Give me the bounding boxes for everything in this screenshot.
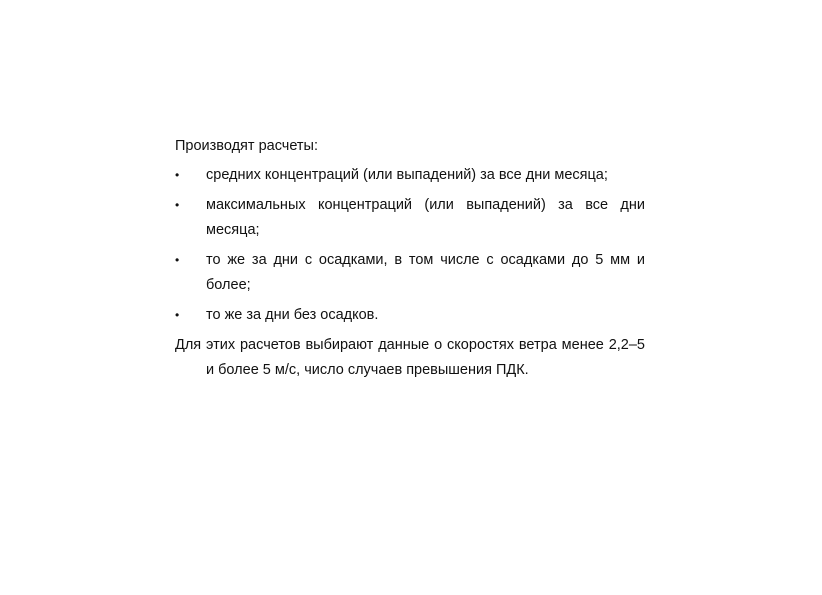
bullet-marker-icon: • bbox=[175, 253, 180, 267]
document-body bbox=[175, 134, 645, 383]
list-item bbox=[175, 193, 645, 243]
closing-text: Для этих расчетов выбирают данные о скоростях ветра менее 2,2–5 и более 5 м/с, число случаев превышения ПДК. bbox=[175, 337, 645, 378]
bullet-marker-icon: • bbox=[175, 198, 180, 212]
bullet-marker-icon: • bbox=[175, 168, 180, 182]
bullet-list bbox=[175, 163, 645, 328]
list-item bbox=[175, 248, 645, 298]
intro-text: Производят расчеты: bbox=[175, 138, 319, 154]
list-item-text: средних концентраций (или выпадений) за все дни месяца; bbox=[206, 167, 608, 183]
list-item-text: то же за дни с осадками, в том числе с осадками до 5 мм и более; bbox=[206, 252, 645, 293]
bullet-marker-icon: • bbox=[175, 308, 180, 322]
list-item bbox=[175, 163, 645, 188]
list-item bbox=[175, 303, 645, 328]
list-item-text: то же за дни без осадков. bbox=[206, 307, 379, 323]
list-item-text: максимальных концентраций (или выпадений) за все дни месяца; bbox=[206, 197, 645, 238]
